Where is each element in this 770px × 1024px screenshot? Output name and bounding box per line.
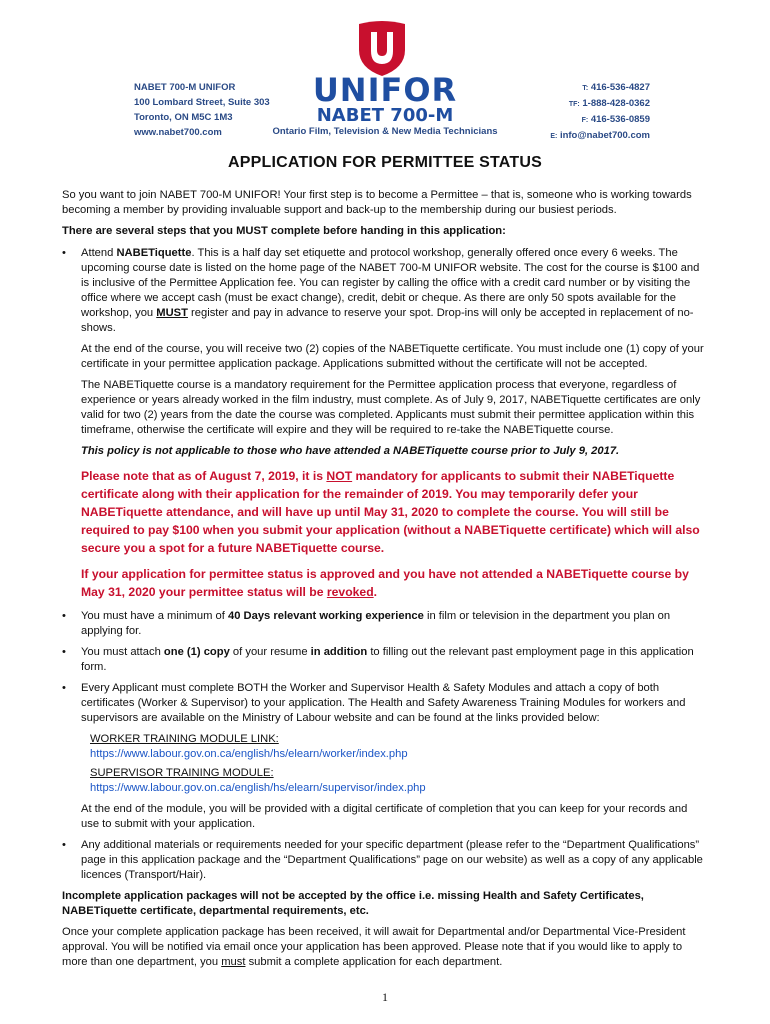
brand-wordmark — [300, 71, 470, 126]
text-run-underline: must — [221, 956, 246, 968]
certificate-paragraph: At the end of the course, you will receive two (2) copies of the NABETiquette certificate. You must include one (1) copy of your certificate in your permittee application package. Applications submitted without the certificate will not be accepted. — [81, 343, 704, 370]
fax-number: 416-536-0859 — [590, 114, 650, 125]
module-paragraph: At the end of the module, you will be provided with a digital certificate of completion that you can keep for your records and use to submit with your application. — [81, 803, 688, 830]
steps-heading: There are several steps that you MUST complete before handing in this application: — [62, 225, 506, 237]
brand-tagline: Ontario Film, Television & New Media Technicians — [272, 126, 498, 137]
requirements-list — [62, 246, 708, 336]
text-run: in film or television in the department you plan on applying for. — [81, 610, 671, 637]
text-run: If your application for permittee status is approved and you have not attended a NABETiquette course by May 31, 2020 your permittee status will be — [81, 567, 689, 599]
unifor-shield-logo — [355, 20, 409, 78]
brand-sub: NABET 700-M — [316, 105, 454, 126]
intro-paragraph: So you want to join NABET 700-M UNIFOR! Your first step is to become a Permittee – that is, someone who is working towards becoming a member by providing invaluable support and back-up to the membership during our busiest periods. — [62, 189, 692, 216]
text-run-underline: NOT — [326, 469, 353, 483]
incomplete-warning: Incomplete application packages will not be accepted by the office i.e. missing Health and Safety Certificates, NABETiquette certificate, departmental requirements, etc. — [62, 890, 644, 917]
list-item-experience — [62, 609, 708, 639]
text-run-bold: MUST — [156, 307, 188, 319]
supervisor-link[interactable]: https://www.labour.gov.on.ca/english/hs/elearn/supervisor/index.php — [90, 782, 426, 794]
org-address-block — [134, 80, 270, 140]
email-label: E: — [550, 133, 558, 140]
text-run-bold: in addition — [310, 646, 368, 658]
text-run-underline: revoked — [326, 585, 374, 599]
requirements-list-continued — [62, 609, 708, 726]
text-run: Once your complete application package has been received, it will await for Departmental and/or Departmental Vice-President approval. You will be notified via email once your application has been approved. Please note that if you would like to apply to more than one department, you — [62, 926, 686, 968]
text-run: of your resume — [229, 646, 311, 658]
text-run: register and pay in advance to reserve your spot. Drop-ins will only be accepted in replacement of no-shows. — [81, 307, 694, 334]
text-run: to filling out the relevant past employment page in this application form. — [81, 646, 694, 673]
text-run: mandatory for applicants to submit their NABETiquette certificate along with their application for the remainder of 2019. You may temporarily defer your NABETiquette attendance, and will have up until May 31, 2020 to complete the course. You will still be required to pay $100 when you submit your application (without a NABETiquette certificate) which will also secure you a spot for a future NABETiquette course. — [81, 469, 700, 555]
letterhead — [0, 0, 770, 150]
mandatory-paragraph: The NABETiquette course is a mandatory requirement for the Permittee application process that everyone, regardless of experience or years already worked in the film industry, must complete. As of July 9, 2017, NABETiquette certificates are only valid for two (2) years from the date the course was completed. Applicants must submit their permittee application within this timeframe, otherwise the certificate will expire and they will be required to re-take the NABETiquette course. — [81, 379, 701, 436]
fax-label: F: — [581, 117, 589, 124]
contact-block — [550, 80, 650, 144]
text-run-bold: NABETiquette — [116, 247, 192, 259]
revocation-notice — [81, 565, 708, 601]
email-address[interactable]: info@nabet700.com — [559, 130, 650, 141]
org-name: NABET 700-M UNIFOR — [134, 82, 236, 93]
text-run: . — [373, 585, 378, 599]
org-address-line1: 100 Lombard Street, Suite 303 — [134, 97, 270, 108]
tollfree-number: 1-888-428-0362 — [582, 98, 650, 109]
policy-note: This policy is not applicable to those who have attended a NABETiquette course prior to July 9, 2017. — [81, 445, 620, 457]
text-run: . This is a half day set etiquette and protocol workshop, generally offered once every 6 weeks. The upcoming course date is listed on the home page of the NABET 700-M UNIFOR website. The cost for the course is $100 and is inclusive of the Permittee Application fee. You can register by calling the office with a credit card number or by visiting the office where we accept cash (must be exact change), credit, debit or cheque. As there are only 50 spots available for the workshop, you — [81, 247, 700, 319]
page-title: APPLICATION FOR PERMITTEE STATUS — [228, 154, 542, 171]
training-links — [90, 732, 708, 796]
org-website[interactable]: www.nabet700.com — [134, 127, 222, 138]
worker-link-label: WORKER TRAINING MODULE LINK: — [90, 733, 279, 745]
org-address-line2: Toronto, ON M5C 1M3 — [134, 112, 233, 123]
tel-number: 416-536-4827 — [590, 82, 650, 93]
brand-main: UNIFOR — [312, 71, 458, 109]
list-item-resume — [62, 645, 708, 675]
list-item-health-safety: • Every Applicant must complete BOTH the Worker and Supervisor Health & Safety Modules and attach a copy of both certificates (Worker & Supervisor) to your application. The Health and Safety Awareness Training Modules for workers and supervisors are available on the Ministry of Labour website and can be found at the links provided below: — [62, 681, 708, 726]
page-number: 1 — [382, 990, 388, 1004]
tel-label: T: — [582, 85, 589, 92]
requirements-list-final — [62, 838, 708, 883]
list-item-additional: • Any additional materials or requirements needed for your specific department (please refer to the “Department Qualifications” page in this application package and the “Department Qualifications” page on our website) as well as a copy of any applicable licences (Transport/Hair). — [62, 838, 708, 883]
deferral-notice — [81, 467, 708, 557]
final-paragraph — [62, 925, 708, 970]
list-item-nabetiquette — [62, 246, 708, 336]
supervisor-link-label: SUPERVISOR TRAINING MODULE: — [90, 767, 274, 779]
tollfree-label: TF: — [568, 101, 580, 108]
text-run: You must have a minimum of — [81, 610, 228, 622]
document-body — [62, 188, 708, 976]
text-run-bold: one (1) copy — [163, 646, 230, 658]
worker-link[interactable]: https://www.labour.gov.on.ca/english/hs/elearn/worker/index.php — [90, 748, 408, 760]
text-run: You must attach — [81, 646, 164, 658]
text-run: submit a complete application for each department. — [245, 956, 503, 968]
text-run-bold: 40 Days relevant working experience — [227, 610, 424, 622]
text-run: Attend — [81, 247, 117, 259]
text-run: Please note that as of August 7, 2019, it is — [81, 469, 327, 483]
